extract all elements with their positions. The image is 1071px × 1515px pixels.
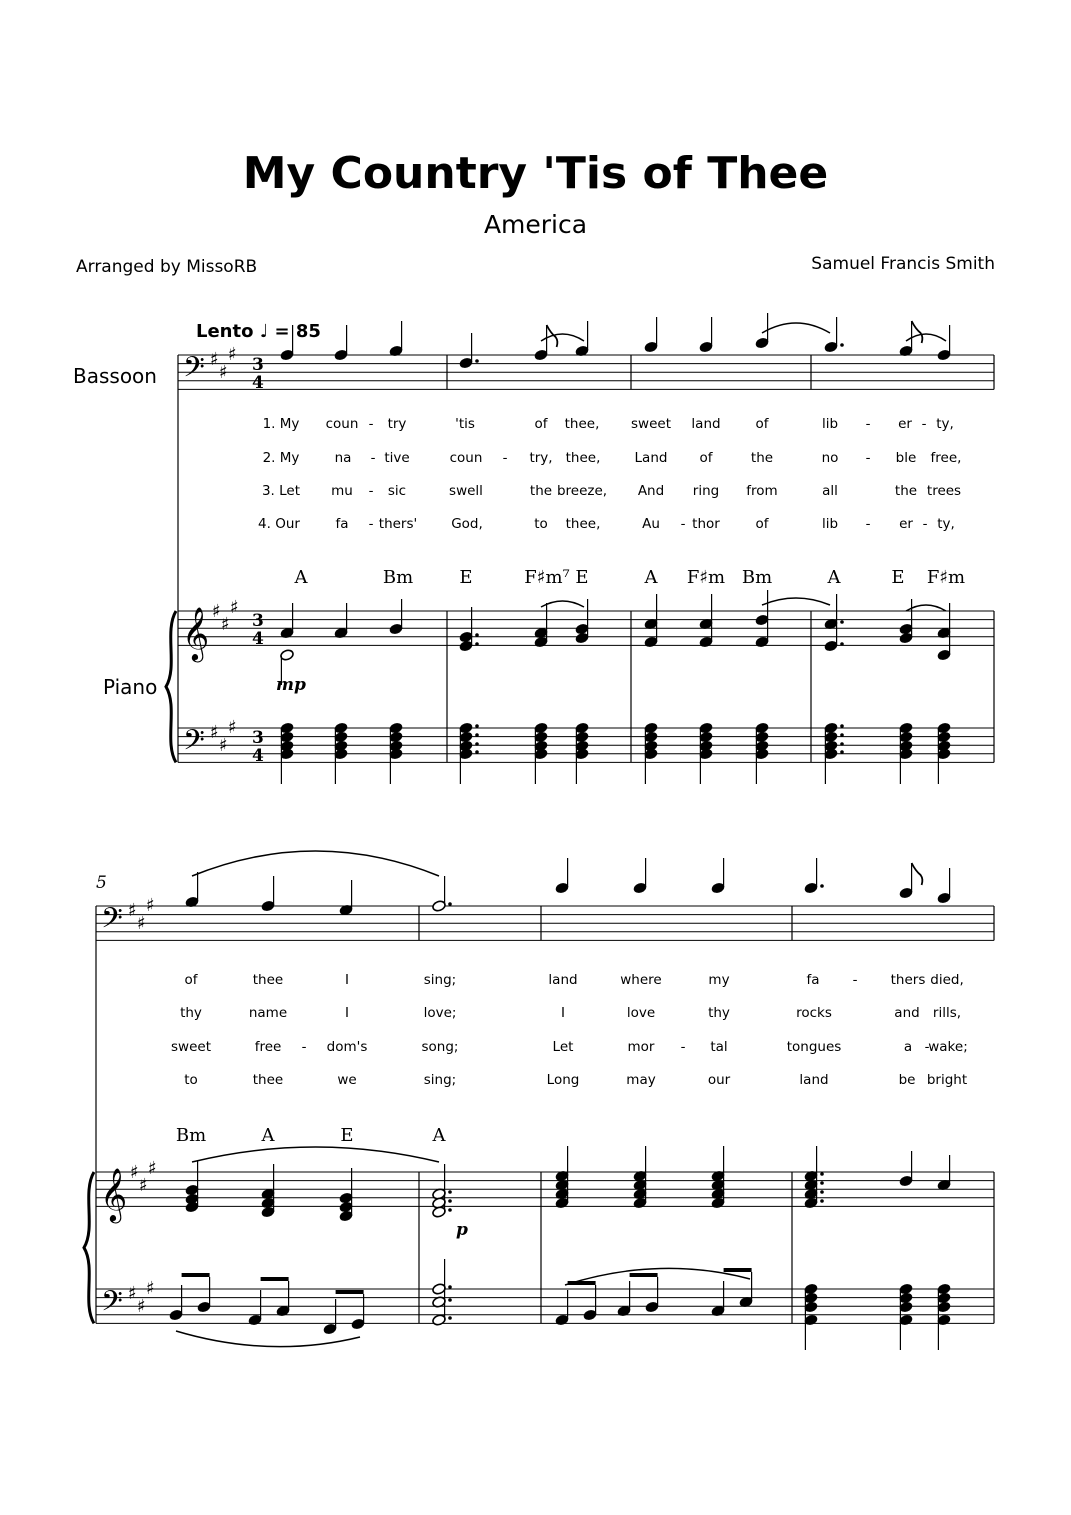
- lyric-syllable: sweet: [631, 416, 671, 432]
- sharp-icon: ♯: [146, 895, 155, 916]
- lyric-syllable: we: [337, 1072, 357, 1088]
- lyric-syllable: thee: [252, 972, 284, 988]
- chord-symbol: E: [575, 567, 589, 588]
- augmentation-dot: [840, 742, 844, 746]
- chord-symbol: F♯m: [686, 567, 726, 588]
- lyric-syllable: -: [865, 516, 871, 532]
- lyric-syllable: I: [561, 1005, 565, 1021]
- note-flag: [912, 863, 923, 885]
- tempo-value: = 85: [274, 321, 321, 342]
- slur: [762, 323, 830, 333]
- lyric-syllable: -: [502, 450, 508, 466]
- chord-symbol: A: [432, 1125, 446, 1146]
- lyric-syllable: ring: [692, 483, 720, 499]
- lyric-syllable: of: [534, 416, 548, 432]
- lyric-syllable: of: [755, 516, 769, 532]
- augmentation-dot: [475, 750, 479, 754]
- lyric-syllable: -: [368, 516, 374, 532]
- augmentation-dot: [475, 742, 479, 746]
- lyric-syllable: sic: [387, 483, 407, 499]
- lyric-syllable: of: [184, 972, 198, 988]
- chord-symbol: E: [340, 1125, 354, 1146]
- chord-symbol: Bm: [741, 567, 773, 588]
- augmentation-dot: [840, 724, 844, 728]
- lyric-syllable: to: [534, 516, 548, 532]
- sharp-icon: ♯: [228, 717, 237, 738]
- lyric-syllable: be: [898, 1072, 916, 1088]
- bass-clef-icon: 𝄢: [101, 902, 123, 942]
- lyric-syllable: bright: [926, 1072, 968, 1088]
- lyric-syllable: I: [345, 972, 349, 988]
- lyric-syllable: thee,: [564, 416, 600, 432]
- lyric-syllable: our: [707, 1072, 731, 1088]
- sharp-icon: ♯: [148, 1158, 157, 1179]
- augmentation-dot: [448, 1316, 452, 1320]
- chord-symbol: E: [891, 567, 905, 588]
- note-flag: [912, 321, 923, 343]
- tempo-label: Lento: [196, 321, 254, 342]
- lyric-syllable: -: [301, 1039, 307, 1055]
- lyric-syllable: to: [184, 1072, 198, 1088]
- lyric-syllable: land: [691, 416, 721, 432]
- lyric-syllable: er: [899, 516, 913, 532]
- lyric-syllable: 2. My: [262, 450, 300, 466]
- instrument-label-piano: Piano: [103, 675, 158, 699]
- augmentation-dot: [820, 1181, 824, 1185]
- lyric-syllable: And: [637, 483, 665, 499]
- lyric-syllable: 1. My: [262, 416, 300, 432]
- augmentation-dot: [448, 1199, 452, 1203]
- slur: [176, 1331, 360, 1347]
- sharp-icon: ♯: [137, 1296, 146, 1317]
- brace-icon: [84, 1172, 94, 1323]
- augmentation-dot: [475, 724, 479, 728]
- lyric-syllable: Au: [642, 516, 660, 532]
- augmentation-dot: [475, 733, 479, 737]
- lyric-syllable: rocks: [796, 1005, 832, 1021]
- lyric-syllable: land: [799, 1072, 829, 1088]
- lyric-syllable: sing;: [423, 1072, 457, 1088]
- lyric-syllable: may: [626, 1072, 656, 1088]
- quarter-note-icon: ♩: [259, 321, 269, 342]
- sharp-icon: ♯: [210, 349, 219, 370]
- brace-icon: [166, 611, 176, 762]
- chord-symbol: A: [261, 1125, 275, 1146]
- arranger-credit: Arranged by MissoRB: [76, 257, 258, 277]
- chord-symbol: F♯m⁷: [524, 567, 570, 588]
- chord-symbol: A: [827, 567, 841, 588]
- lyric-syllable: Let: [552, 1039, 574, 1055]
- lyric-syllable: free,: [930, 450, 962, 466]
- sharp-icon: ♯: [137, 913, 146, 934]
- sharp-icon: ♯: [228, 344, 237, 365]
- lyric-syllable: -: [922, 516, 928, 532]
- lyric-syllable: land: [548, 972, 578, 988]
- lyric-syllable: thy: [708, 1005, 730, 1021]
- lyric-syllable: breeze,: [556, 483, 608, 499]
- dynamic-p: p: [456, 1220, 468, 1240]
- lyric-syllable: wake;: [928, 1039, 968, 1055]
- sharp-icon: ♯: [130, 1162, 139, 1183]
- augmentation-dot: [840, 733, 844, 737]
- lyric-syllable: love;: [423, 1005, 457, 1021]
- lyric-syllable: sing;: [423, 972, 457, 988]
- sharp-icon: ♯: [139, 1175, 148, 1196]
- time-signature-numerator: 3: [252, 611, 264, 631]
- augmentation-dot: [820, 884, 824, 888]
- lyric-syllable: tongues: [786, 1039, 842, 1055]
- bass-clef-icon: 𝄢: [183, 351, 205, 391]
- lyric-syllable: -: [852, 972, 858, 988]
- chord-symbol: A: [294, 567, 308, 588]
- lyric-syllable: dom's: [326, 1039, 368, 1055]
- augmentation-dot: [448, 902, 452, 906]
- lyric-syllable: free: [254, 1039, 282, 1055]
- augmentation-dot: [820, 1190, 824, 1194]
- time-signature-denominator: 4: [252, 629, 264, 649]
- lyric-syllable: thee,: [565, 450, 601, 466]
- measure-number: 5: [96, 873, 107, 893]
- chord-symbol: F♯m: [926, 567, 966, 588]
- lyric-syllable: fa: [335, 516, 349, 532]
- composer-credit: Samuel Francis Smith: [811, 254, 995, 274]
- lyric-syllable: thers: [890, 972, 926, 988]
- lyric-syllable: tive: [384, 450, 410, 466]
- lyric-syllable: thee,: [565, 516, 601, 532]
- lyric-syllable: ty,: [937, 516, 955, 532]
- lyric-syllable: Long: [546, 1072, 580, 1088]
- lyric-syllable: rills,: [932, 1005, 962, 1021]
- lyric-syllable: er: [898, 416, 912, 432]
- lyric-syllable: swell: [449, 483, 483, 499]
- lyric-syllable: try,: [529, 450, 553, 466]
- page-title: My Country 'Tis of Thee: [242, 148, 829, 199]
- lyric-syllable: -: [370, 450, 376, 466]
- lyric-syllable: tal: [710, 1039, 728, 1055]
- lyric-syllable: fa: [806, 972, 820, 988]
- sharp-icon: ♯: [219, 362, 228, 383]
- augmentation-dot: [475, 633, 479, 637]
- slur: [541, 601, 584, 607]
- lyric-syllable: -: [680, 1039, 686, 1055]
- lyric-syllable: thee: [252, 1072, 284, 1088]
- lyric-syllable: Land: [634, 450, 668, 466]
- bass-clef-icon: 𝄢: [101, 1285, 123, 1325]
- slur: [762, 598, 830, 605]
- time-signature-denominator: 4: [252, 746, 264, 766]
- augmentation-dot: [840, 750, 844, 754]
- lyric-syllable: lib: [821, 516, 839, 532]
- lyric-syllable: God,: [451, 516, 483, 532]
- sharp-icon: ♯: [230, 597, 239, 618]
- augmentation-dot: [840, 642, 844, 646]
- sharp-icon: ♯: [212, 601, 221, 622]
- lyric-syllable: thers': [378, 516, 418, 532]
- lyric-syllable: died,: [930, 972, 964, 988]
- lyric-syllable: of: [755, 416, 769, 432]
- lyric-syllable: -: [368, 416, 374, 432]
- lyric-syllable: thy: [180, 1005, 202, 1021]
- lyric-syllable: 'tis: [455, 416, 475, 432]
- lyric-syllable: coun: [449, 450, 483, 466]
- lyric-syllable: and: [894, 1005, 920, 1021]
- sharp-icon: ♯: [128, 900, 137, 921]
- lyric-syllable: -: [680, 516, 686, 532]
- lyric-syllable: thor: [692, 516, 720, 532]
- lyric-syllable: my: [708, 972, 730, 988]
- sharp-icon: ♯: [128, 1283, 137, 1304]
- treble-clef-icon: 𝄞: [182, 606, 210, 660]
- sharp-icon: ♯: [210, 722, 219, 743]
- chord-symbol: Bm: [382, 567, 414, 588]
- lyric-syllable: all: [822, 483, 838, 499]
- augmentation-dot: [448, 1285, 452, 1289]
- slur: [541, 334, 584, 341]
- augmentation-dot: [448, 1208, 452, 1212]
- lyric-syllable: mor: [627, 1039, 655, 1055]
- slur: [192, 1147, 439, 1162]
- treble-clef-icon: 𝄞: [100, 1167, 128, 1221]
- lyric-syllable: -: [924, 1039, 930, 1055]
- dynamic-mp: mp: [276, 675, 306, 695]
- lyric-syllable: 3. Let: [261, 483, 301, 499]
- lyric-syllable: na: [334, 450, 352, 466]
- lyric-syllable: ty,: [936, 416, 954, 432]
- augmentation-dot: [840, 343, 844, 347]
- augmentation-dot: [820, 1172, 824, 1176]
- augmentation-dot: [475, 642, 479, 646]
- lyric-syllable: mu: [331, 483, 353, 499]
- slur: [192, 851, 439, 876]
- sharp-icon: ♯: [219, 735, 228, 756]
- lyric-syllable: coun: [325, 416, 359, 432]
- augmentation-dot: [448, 1298, 452, 1302]
- lyric-syllable: sweet: [171, 1039, 211, 1055]
- lyric-syllable: trees: [926, 483, 962, 499]
- lyric-syllable: no: [821, 450, 839, 466]
- augmentation-dot: [820, 1199, 824, 1203]
- sharp-icon: ♯: [146, 1278, 155, 1299]
- lyric-syllable: try: [387, 416, 407, 432]
- lyric-syllable: from: [746, 483, 778, 499]
- lyric-syllable: the: [750, 450, 774, 466]
- subtitle: America: [483, 210, 588, 239]
- lyric-syllable: a: [903, 1039, 913, 1055]
- lyric-syllable: 4. Our: [258, 516, 300, 532]
- lyric-syllable: -: [865, 450, 871, 466]
- augmentation-dot: [840, 620, 844, 624]
- lyric-syllable: -: [368, 483, 374, 499]
- chord-symbol: E: [459, 567, 473, 588]
- lyric-syllable: ble: [895, 450, 917, 466]
- lyric-syllable: name: [248, 1005, 288, 1021]
- time-signature-denominator: 4: [252, 373, 264, 393]
- lyric-syllable: the: [529, 483, 553, 499]
- instrument-label-bassoon: Bassoon: [73, 364, 157, 388]
- lyric-syllable: -: [921, 416, 927, 432]
- time-signature-numerator: 3: [252, 355, 264, 375]
- sharp-icon: ♯: [221, 614, 230, 635]
- bass-clef-icon: 𝄢: [183, 724, 205, 764]
- lyric-syllable: I: [345, 1005, 349, 1021]
- lyric-syllable: where: [620, 972, 662, 988]
- lyric-syllable: lib: [821, 416, 839, 432]
- time-signature-numerator: 3: [252, 728, 264, 748]
- lyric-syllable: -: [865, 416, 871, 432]
- augmentation-dot: [475, 359, 479, 363]
- lyric-syllable: the: [894, 483, 918, 499]
- augmentation-dot: [448, 1190, 452, 1194]
- lyric-syllable: of: [699, 450, 713, 466]
- lyric-syllable: song;: [421, 1039, 459, 1055]
- lyric-syllable: love: [626, 1005, 656, 1021]
- chord-symbol: A: [644, 567, 658, 588]
- chord-symbol: Bm: [175, 1125, 207, 1146]
